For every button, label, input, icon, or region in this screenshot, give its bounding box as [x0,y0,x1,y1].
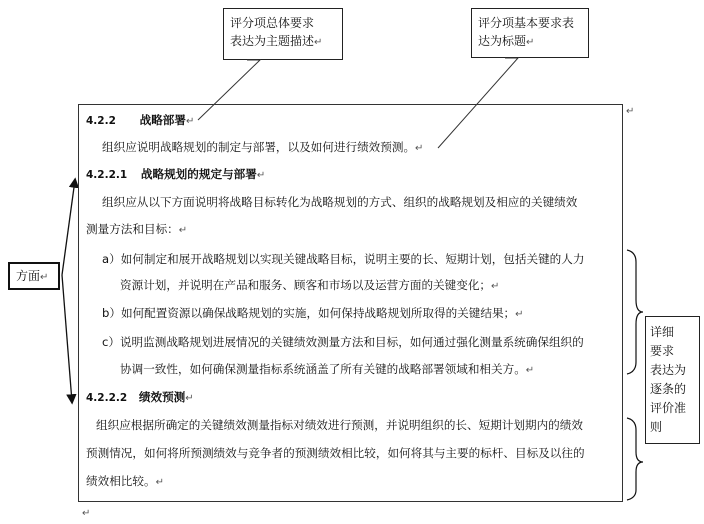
list-item-text: 资源计划，并说明在产品和服务、顾客和市场以及运营方面的关键变化； [120,278,492,292]
paragraph-line [86,445,585,461]
paragraph-line [102,139,423,155]
paragraph-line [96,417,583,433]
paragraph-mark: ↵ [626,106,635,117]
paragraph-mark: ↵ [185,116,195,127]
callout-line: 表达为主题描述 [230,34,315,48]
paragraph-line [86,473,164,489]
arrow-down [62,275,72,402]
callout-line: 达为标题 [478,34,527,48]
paragraph-mark: ↵ [515,309,524,320]
paragraph-mark: ↵ [82,508,91,519]
paragraph-text: 预测情况，如何将所预测绩效与竞争者的预测绩效相比较，如何将其与主要的标杆、目标及以往的 [86,446,585,460]
heading-4-2-2 [86,112,194,128]
paragraph-mark: ↵ [415,143,424,154]
paragraph-mark: ↵ [40,272,49,283]
paragraph-mark: ↵ [178,225,188,236]
paragraph-line [102,194,577,210]
heading-number: 4.2.2.2 [86,392,128,404]
callout-line: 评分项总体要求 [230,16,315,30]
paragraph-mark: ↵ [256,170,266,181]
list-item-c [102,334,584,350]
paragraph-mark: ↵ [491,281,500,292]
heading-title: 战略部署 [139,113,186,127]
arrow-up [62,180,75,275]
callout-line: 评价准 [650,401,687,415]
heading-4-2-2-1 [86,166,265,182]
paragraph-mark: ↵ [314,37,323,48]
callout-line: 要求 [650,344,675,358]
paragraph-mark: ↵ [525,365,535,376]
list-item-text: a）如何制定和展开战略规划以实现关键战略目标，说明主要的长、短期计划，包括关键的人力 [102,252,585,266]
brace-lower [627,418,643,500]
callout-line: 评分项基本要求表 [478,16,575,30]
paragraph-text: 组织应说明战略规划的制定与部署，以及如何进行绩效预测。 [102,140,416,154]
list-item-text: b）如何配置资源以确保战略规划的实施，如何保持战略规划所取得的关键结果； [102,306,516,320]
paragraph-mark: ↵ [526,37,535,48]
list-item-text: 协调一致性，如何确保测量指标系统涵盖了所有关键的战略部署领域和相关方。 [120,362,526,376]
paragraph-mark: ↵ [155,477,164,488]
document-box [78,104,623,502]
list-item-text: c）说明监测战略规划进展情况的关键绩效测量方法和目标，如何通过强化测量系统确保组织的 [102,335,584,349]
callout-line: 逐条的 [650,382,687,396]
callout-line: 详细 [650,325,675,339]
heading-4-2-2-2 [86,389,194,405]
heading-title: 战略规划的规定与部署 [140,167,257,181]
paragraph-text: 组织应根据所确定的关键绩效测量指标对绩效进行预测，并说明组织的长、短期计划期内的绩效 [96,418,583,432]
heading-title: 绩效预测 [138,390,186,404]
paragraph-text: 组织应从以下方面说明将战略目标转化为战略规划的方式、组织的战略规划及相应的关键绩效 [102,195,578,209]
heading-number: 4.2.2.1 [86,169,128,181]
list-item-c-cont [120,361,534,377]
heading-number: 4.2.2 [86,115,116,127]
callout-label: 方面 [16,269,41,283]
brace-upper [627,250,643,374]
list-item-b [102,305,524,321]
list-item-a-cont [120,277,499,293]
callout-line: 表达为 [650,363,687,377]
paragraph-mark: ↵ [185,393,194,404]
paragraph-line [86,221,187,237]
paragraph-text: 测量方法和目标： [86,222,179,236]
callout-line: 则 [650,420,663,434]
list-item-a [102,251,584,267]
paragraph-text: 绩效相比较。 [86,474,156,488]
